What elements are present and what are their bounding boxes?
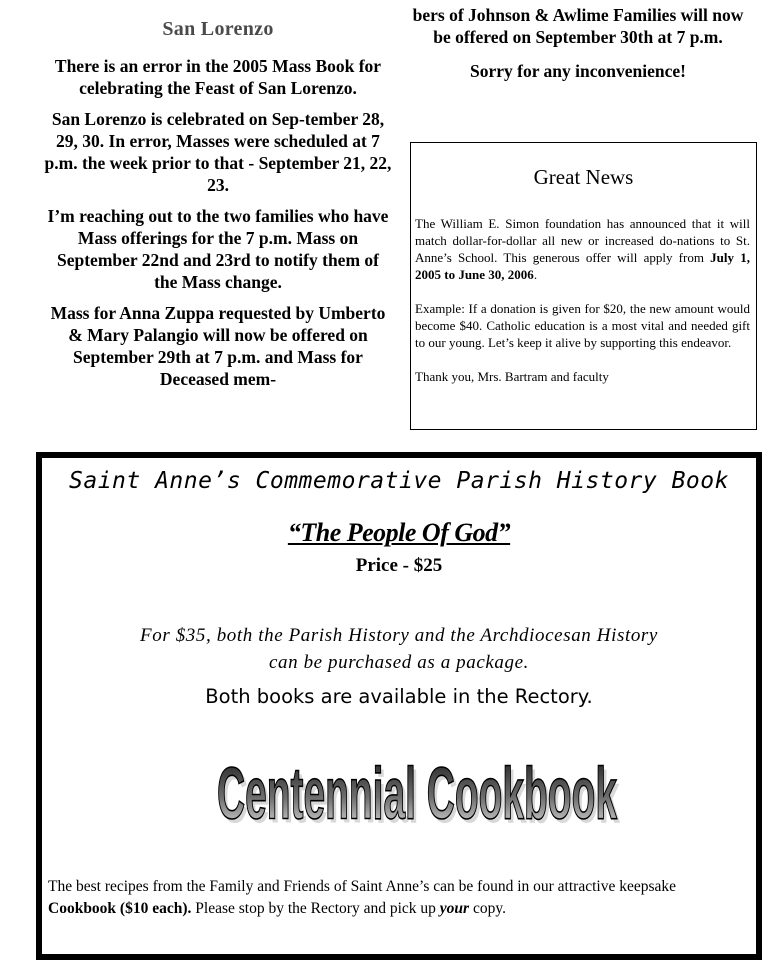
san-lorenzo-paragraph: San Lorenzo is celebrated on Sep-tember 28, 29, 30. In error, Masses were scheduled at 7 p.m. the week prior to that - September 21, 22, 23. (44, 109, 392, 195)
great-news-signature: Thank you, Mrs. Bartram and faculty (415, 369, 609, 384)
availability-text: Both books are available in the Rectory. (205, 685, 593, 708)
history-book-title: Saint Anne’s Commemorative Parish History Book (69, 468, 729, 494)
great-news-body (415, 215, 750, 402)
apology-text: Sorry for any inconvenience! (470, 61, 686, 81)
great-news-text: . (533, 267, 538, 282)
cookbook-text: Please stop by the Rectory and pick up (191, 900, 440, 917)
cookbook-emphasis: your (439, 900, 470, 917)
san-lorenzo-paragraph: Mass for Anna Zuppa requested by Umberto & Mary Palangio will now be offered on September 29th at 7 p.m. and Mass for Deceased mem- (50, 303, 386, 389)
book-name: “The People Of God” (287, 518, 511, 547)
great-news-paragraph (415, 215, 750, 283)
cookbook-logo-shadow: Centennial Cookbook (220, 756, 621, 839)
great-news-example: Example: If a donation is given for $20, the new amount would become $40. Catholic education is a most vital and needed gift to our young. Let’s keep it alive by supporting this endeavor. (415, 301, 750, 350)
great-news-dates: July 1, 2005 to June 30, 2006 (415, 250, 750, 282)
cookbook-text: The best recipes from the Family and Friends of Saint Anne’s can be found in our attractive keepsake (48, 878, 676, 895)
cookbook-price: Cookbook ($10 each). (48, 900, 192, 917)
san-lorenzo-paragraph: I’m reaching out to the two families who have Mass offerings for the 7 p.m. Mass on September 22nd and 23rd to notify them of the Mass change. (47, 206, 389, 292)
package-offer (52, 622, 746, 676)
cookbook-description (48, 876, 746, 920)
cookbook-text: copy. (469, 900, 506, 917)
great-news-text: The William E. Simon foundation has announced that it will match dollar-for-dollar all new or increased do-nations to St. Anne’s School. This generous offer will apply from (415, 216, 750, 265)
history-book-box (36, 452, 762, 960)
cookbook-logo-text: Centennial Cookbook (217, 752, 618, 835)
great-news-title: Great News (533, 165, 634, 189)
san-lorenzo-continuation: bers of Johnson & Awlime Families will now be offered on September 30th at 7 p.m. (412, 5, 744, 47)
book-price: Price - $25 (355, 555, 443, 576)
san-lorenzo-column (44, 18, 392, 399)
san-lorenzo-title: San Lorenzo (162, 18, 274, 40)
san-lorenzo-paragraph: There is an error in the 2005 Mass Book for celebrating the Feast of San Lorenzo. (54, 56, 382, 98)
san-lorenzo-continuation-block (402, 4, 754, 82)
great-news-box (410, 142, 757, 430)
centennial-cookbook-logo (207, 741, 627, 851)
package-offer-line: For $35, both the Parish History and the Archdiocesan History (140, 625, 658, 646)
package-offer-line: can be purchased as a package. (268, 652, 529, 673)
